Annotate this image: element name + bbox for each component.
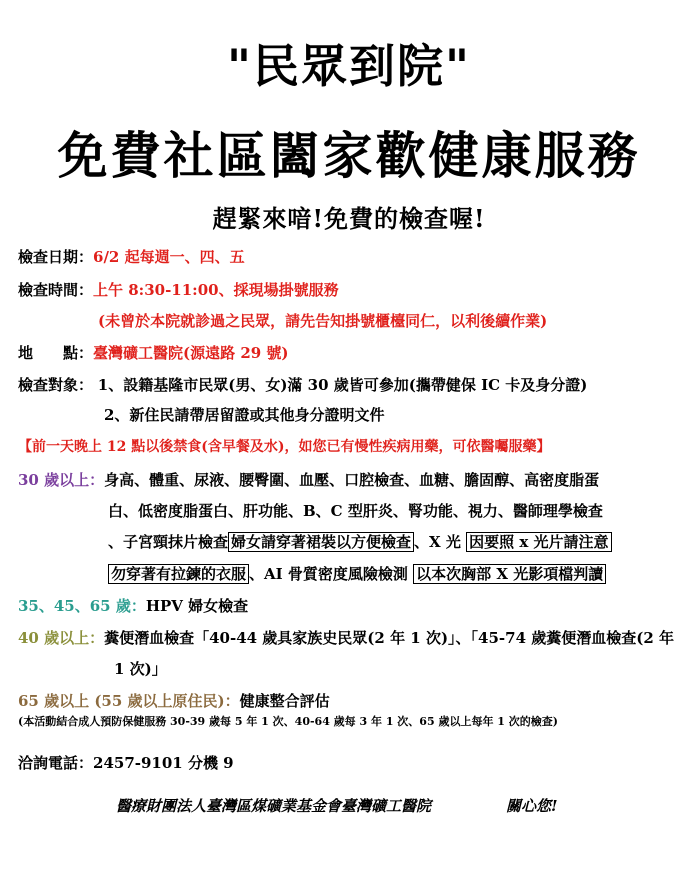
date-row <box>18 246 245 267</box>
date-value: 6/2 起每週一、四、五 <box>93 248 245 266</box>
age65-value: 健康整合評估 <box>239 692 330 710</box>
place-value: 臺灣礦工醫院(源遠路 29 號) <box>93 344 289 362</box>
age40-label: 40 歲以上： <box>18 629 105 647</box>
note-box-zipper: 勿穿著有拉鍊的衣服 <box>108 564 249 584</box>
time-note: (未曾於本院就診過之民眾，請先告知掛號櫃檯同仁，以利後續作業) <box>98 312 548 330</box>
target-item1: 1、設籍基隆市民眾(男、女)滿 30 歲皆可參加(攜帶健保 IC 卡及身分證) <box>97 376 588 394</box>
slogan: 趕緊來喑!免費的檢查喔! <box>212 204 486 233</box>
place-label: 地 點： <box>18 344 94 362</box>
age40-row <box>18 627 674 648</box>
note-box-skirt: 婦女請穿著裙裝以方便檢查 <box>228 532 414 552</box>
age30-ai-text: 、AI 骨質密度風險檢測 <box>249 565 408 583</box>
age30-row <box>18 469 599 490</box>
age30-xray-text: 、X 光 <box>414 533 461 551</box>
footer-thanks: 關心您! <box>506 797 558 815</box>
place-row <box>18 342 289 363</box>
time-label: 檢查時間： <box>18 281 94 299</box>
target-label: 檢查對象： <box>18 376 94 394</box>
title-line2: 免費社區闔家歡健康服務 <box>57 126 641 185</box>
age35-value: HPV 婦女檢查 <box>145 597 249 615</box>
time-value: 上午 8:30-11:00、採現場掛號服務 <box>93 281 339 299</box>
phone-value: 2457-9101 分機 9 <box>93 754 234 772</box>
age30-line1: 身高、體重、尿液、腰臀圍、血壓、口腔檢查、血糖、膽固醇、高密度脂蛋 <box>104 471 600 489</box>
date-label: 檢查日期： <box>18 248 94 266</box>
phone-label: 洽詢電話： <box>18 754 94 772</box>
target-item2: 2、新住民請帶居留證或其他身分證明文件 <box>104 406 385 424</box>
age30-line2: 白、低密度脂蛋白、肝功能、B、C 型肝炎、腎功能、視力、醫師理學檢查 <box>108 502 603 520</box>
age65-row <box>18 690 330 711</box>
time-row <box>18 279 339 300</box>
age65-label: 65 歲以上 (55 歲以上原住民)： <box>18 692 240 710</box>
target-row <box>18 374 587 395</box>
note-box-chest-xray: 以本次胸部 X 光影項檔判讀 <box>413 564 606 584</box>
age30-line3-text: 、子宮頸抹片檢查 <box>108 533 229 551</box>
age40-line2: 1 次)」 <box>114 660 167 678</box>
title-line1: "民眾到院" <box>227 39 471 93</box>
footer-org: 醫療財團法人臺灣區煤礦業基金會臺灣礦工醫院 <box>116 797 432 815</box>
note-box-xray: 因要照 x 光片請注意 <box>466 532 611 552</box>
remark: (本活動結合成人預防保健服務 30-39 歲每 5 年 1 次、40-64 歲每 3 年 1 次、65 歲以上每年 1 次的檢查) <box>18 715 558 728</box>
age30-label: 30 歲以上： <box>18 471 105 489</box>
age40-line1: 糞便潛血檢查「40-44 歲具家族史民眾(2 年 1 次)」、「45-74 歲糞便潛血檢查(2 年 <box>104 629 674 647</box>
age35-row <box>18 595 248 616</box>
fasting-notice: 【前一天晚上 12 點以後禁食(含早餐及水)，如您已有慢性疾病用藥，可依醫囑服藥】 <box>18 439 551 455</box>
age35-label: 35、45、65 歲： <box>18 597 146 615</box>
phone-row <box>18 752 234 773</box>
age30-line4 <box>108 563 606 584</box>
age30-line3 <box>108 531 612 552</box>
